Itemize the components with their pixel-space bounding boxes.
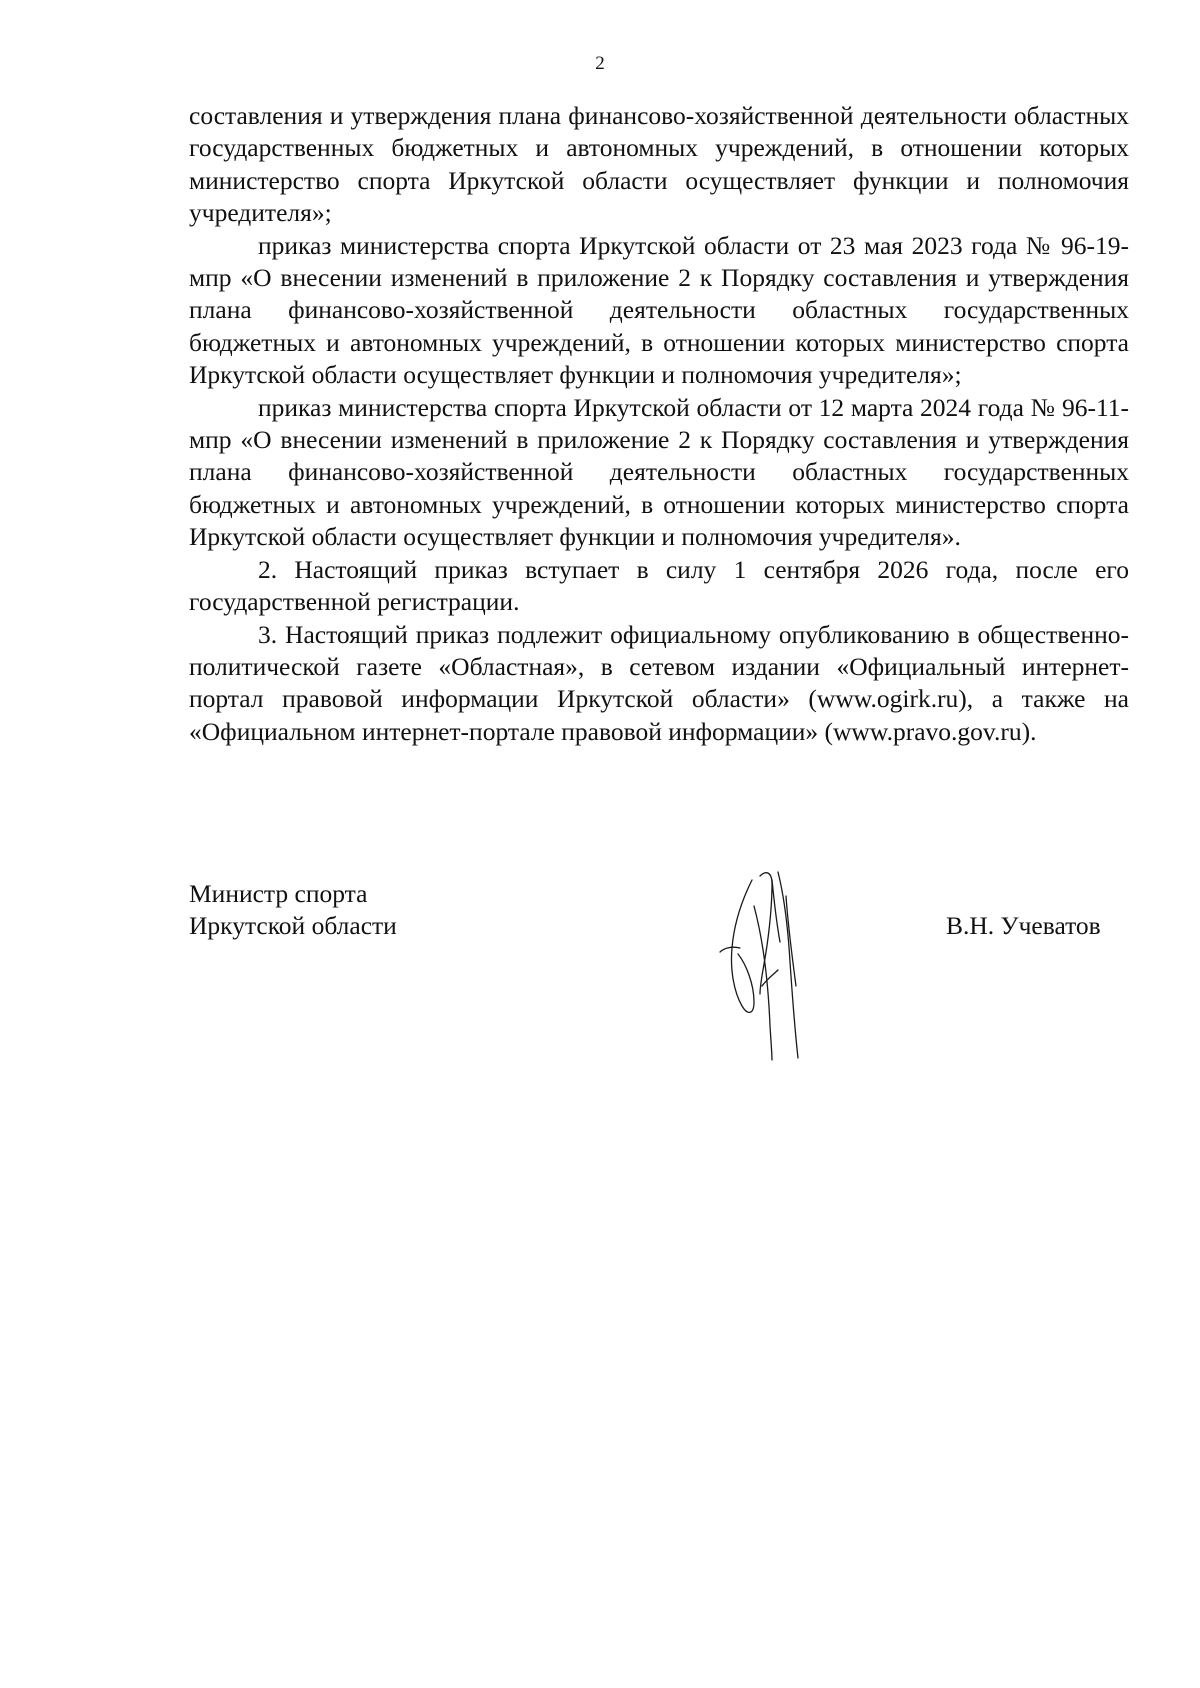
paragraph-order-2023: приказ министерства спорта Иркутской области от 23 мая 2023 года № 96-19-мпр «О внесении изменений в приложение 2 к Порядку составления и утверждения плана финансово-хозяйственной деятельности областных государственных бюджетных и автономных учреждений, в отношении которых министерство спорта Иркутской области осуществляет функции и полномочия учредителя»; (189, 230, 1129, 390)
signature-block (189, 878, 1129, 943)
signer-position-line-1: Министр спорта (189, 879, 368, 908)
paragraph-order-2024: приказ министерства спорта Иркутской области от 12 марта 2024 года № 96-11-мпр «О внесении изменений в приложение 2 к Порядку составления и утверждения плана финансово-хозяйственной деятельности областных государственных бюджетных и автономных учреждений, в отношении которых министерство спорта Иркутской области осуществляет функции и полномочия учредителя». (189, 392, 1129, 552)
paragraph-continuation: составления и утверждения плана финансово-хозяйственной деятельности областных государственных бюджетных и автономных учреждений, в отношении которых министерство спорта Иркутской области осуществляет функции и полномочия учредителя»; (189, 101, 1129, 228)
signer-position-line-2: Иркутской области (189, 911, 397, 941)
signer-name: В.Н. Учеватов (946, 911, 1101, 940)
page-number: 2 (595, 53, 605, 74)
document-body (189, 100, 1129, 748)
handwritten-signature (712, 866, 824, 1062)
paragraph-effective-date: 2. Настоящий приказ вступает в силу 1 сентября 2026 года, после его государственной регистрации. (189, 554, 1129, 617)
paragraph-publication: 3. Настоящий приказ подлежит официальному опубликованию в общественно-политической газете «Областная», в сетевом издании «Официальный интернет-портал правовой информации Иркутской области» (www.ogirk.ru), а также на «Официальном интернет-портале правовой информации» (www.pravo.gov.ru). (189, 619, 1129, 746)
